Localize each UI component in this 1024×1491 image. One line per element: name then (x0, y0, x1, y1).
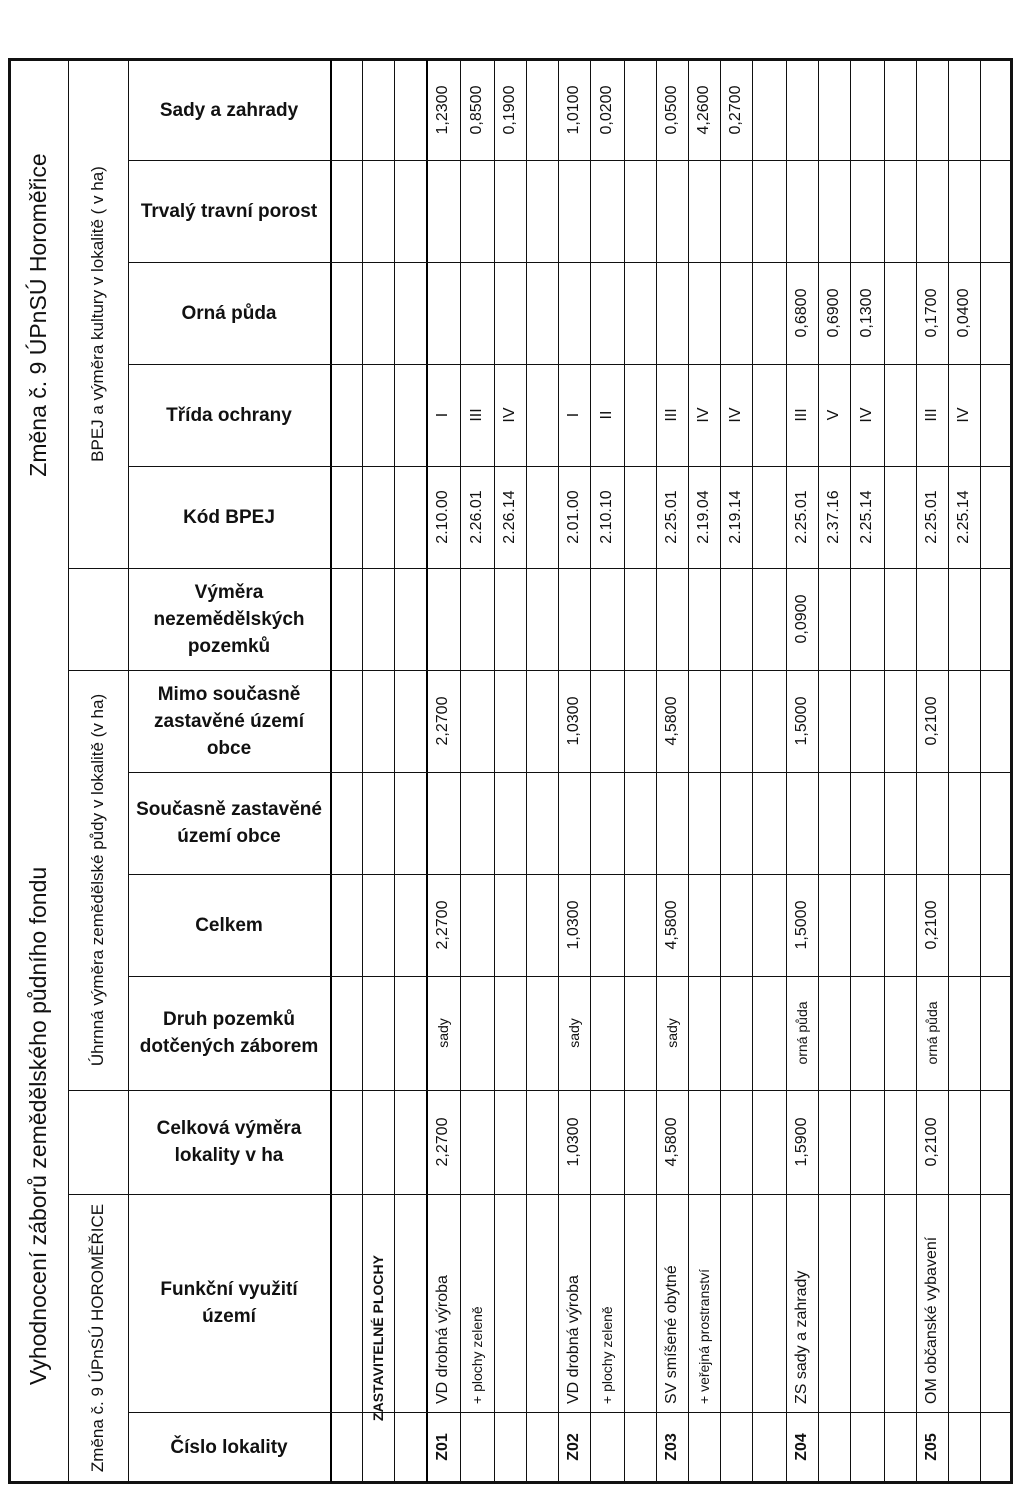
cell-trida: III (663, 408, 680, 422)
cell-druh: orná půda (794, 1001, 810, 1065)
cell-trida: IV (501, 407, 518, 423)
cell-func: SV smíšené obytné (663, 1265, 680, 1404)
grid-line (330, 60, 332, 1482)
main-heading: Vyhodnocení záborů zemědělského půdního fondu (24, 866, 51, 1386)
cell-kod: 2.10.00 (434, 490, 451, 544)
column-header-celkova: Celková výměra lokality v ha (156, 1118, 302, 1166)
cell-func: + plochy zeleně (599, 1306, 615, 1404)
cell-orna: 0,1300 (858, 288, 875, 338)
cell-druh: sady (435, 1018, 451, 1048)
cell-kod: 2.26.01 (468, 490, 485, 544)
grid-line (526, 60, 527, 1482)
cell-celkem: 1,5000 (793, 900, 810, 950)
cell-func: VD drobná výroba (565, 1275, 582, 1404)
cell-trida: III (468, 408, 485, 422)
cell-total: 0,2100 (923, 1117, 940, 1167)
locality-id: Z04 (793, 1433, 810, 1461)
cell-func: ZS sady a zahrady (793, 1270, 810, 1404)
section-label: ZASTAVITELNÉ PLOCHY (370, 1255, 386, 1421)
cell-sady: 0,0200 (598, 85, 615, 135)
cell-mimo: 2,2700 (434, 696, 451, 746)
cell-celkem: 2,2700 (434, 900, 451, 950)
cell-kod: 2.37.16 (825, 490, 842, 544)
cell-sady: 1,2300 (434, 85, 451, 135)
locality-id: Z05 (923, 1433, 940, 1461)
cell-mimo: 0,2100 (923, 696, 940, 746)
cell-func: + plochy zeleně (469, 1306, 485, 1404)
grid-line (884, 60, 885, 1482)
cell-druh: sady (664, 1018, 680, 1048)
locality-id: Z02 (565, 1433, 582, 1461)
locality-id: Z01 (434, 1433, 451, 1461)
column-header-funkce: Funkční využití území (160, 1279, 298, 1327)
cell-trida: IV (695, 407, 712, 423)
column-header-trida: Třída ochrany (166, 404, 292, 426)
cell-trida: IV (955, 407, 972, 423)
locality-id: Z03 (663, 1433, 680, 1461)
cell-trida: IV (858, 407, 875, 423)
cell-celkem: 0,2100 (923, 900, 940, 950)
cell-nezem: 0,0900 (793, 594, 810, 644)
column-header-sady: Sady a zahrady (159, 99, 299, 121)
cell-sady: 1,0100 (565, 85, 582, 135)
cell-total: 4,5800 (663, 1117, 680, 1167)
column-header-ttp: Trvalý travní porost (140, 200, 318, 222)
cell-sady: 0,1900 (501, 85, 518, 135)
cell-trida: III (793, 408, 810, 422)
cell-func: OM občanské vybavení (923, 1236, 940, 1404)
cell-sady: 0,0500 (663, 85, 680, 135)
cell-kod: 2.25.01 (663, 490, 680, 544)
cell-orna: 0,0400 (955, 288, 972, 338)
grid-line (330, 772, 1011, 773)
grid-line (128, 60, 129, 1482)
grid-line (330, 160, 1011, 161)
column-header-mimo: Mimo současně zastavěné území obce (154, 683, 304, 759)
grid-line (68, 568, 128, 569)
cell-total: 2,2700 (434, 1117, 451, 1167)
cell-druh: sady (566, 1018, 582, 1048)
column-header-celkem: Celkem (195, 914, 263, 936)
cell-mimo: 1,5000 (793, 696, 810, 746)
cell-mimo: 4,5800 (663, 696, 680, 746)
cell-kod: 2.26.14 (501, 490, 518, 544)
cell-mimo: 1,0300 (565, 696, 582, 746)
grid-line (494, 60, 495, 1482)
cell-kod: 2.19.04 (695, 490, 712, 544)
cell-sady: 0,8500 (468, 85, 485, 135)
column-header-soucasne: Současně zastavěné území obce (136, 799, 322, 847)
cell-total: 1,5900 (793, 1117, 810, 1167)
cell-celkem: 4,5800 (663, 900, 680, 950)
grid-line (720, 60, 721, 1482)
cell-trida: I (434, 412, 451, 418)
column-header-kod: Kód BPEJ (183, 506, 275, 528)
column-header-orna: Orná půda (181, 302, 277, 324)
cell-trida: III (923, 408, 940, 422)
document-title (234, 4, 794, 44)
grid-line (394, 60, 395, 1482)
cell-orna: 0,6800 (793, 288, 810, 338)
cell-trida: I (565, 412, 582, 418)
column-header-cislo: Číslo lokality (170, 1436, 288, 1458)
cell-total: 1,0300 (565, 1117, 582, 1167)
grid-line (752, 60, 753, 1482)
grid-line (624, 60, 625, 1482)
cell-kod: 2.10.10 (598, 490, 615, 544)
cell-kod: 2.25.01 (923, 490, 940, 544)
group-area-label: Úhrnná výměra zemědělské půdy v lokalitě (v ha) (88, 693, 107, 1067)
cell-trida: IV (727, 407, 744, 423)
cell-kod: 2.25.01 (793, 490, 810, 544)
group-bpej-label: BPEJ a výměra kultury v lokalitě ( v ha) (88, 166, 107, 462)
cell-kod: 2.01.00 (565, 490, 582, 544)
cell-kod: 2.25.14 (955, 490, 972, 544)
right-heading: Změna č. 9 ÚPnSÚ Horoměřice (24, 153, 51, 477)
grid-line (330, 262, 1011, 263)
cell-orna: 0,6900 (825, 288, 842, 338)
cell-func: VD drobná výroba (434, 1275, 451, 1404)
cell-func: + veřejná prostranství (696, 1268, 712, 1404)
cell-kod: 2.25.14 (858, 490, 875, 544)
cell-trida: V (825, 409, 842, 421)
column-header-druh: Druh pozemků dotčených záborem (139, 1009, 319, 1057)
grid-line (68, 1090, 128, 1091)
grid-line (330, 568, 1011, 569)
cell-druh: orná půda (924, 1001, 940, 1065)
cell-kod: 2.19.14 (727, 490, 744, 544)
cell-orna: 0,1700 (923, 288, 940, 338)
cell-trida: II (598, 410, 615, 420)
column-header-nezem: Výměra nezemědělských pozemků (153, 581, 305, 657)
cell-celkem: 1,0300 (565, 900, 582, 950)
cell-sady: 4,2600 (695, 85, 712, 135)
cell-sady: 0,2700 (727, 85, 744, 135)
grid-line (980, 60, 981, 1482)
group-change-label: Změna č. 9 ÚPnSÚ HOROMĚŘICE (88, 1203, 107, 1473)
